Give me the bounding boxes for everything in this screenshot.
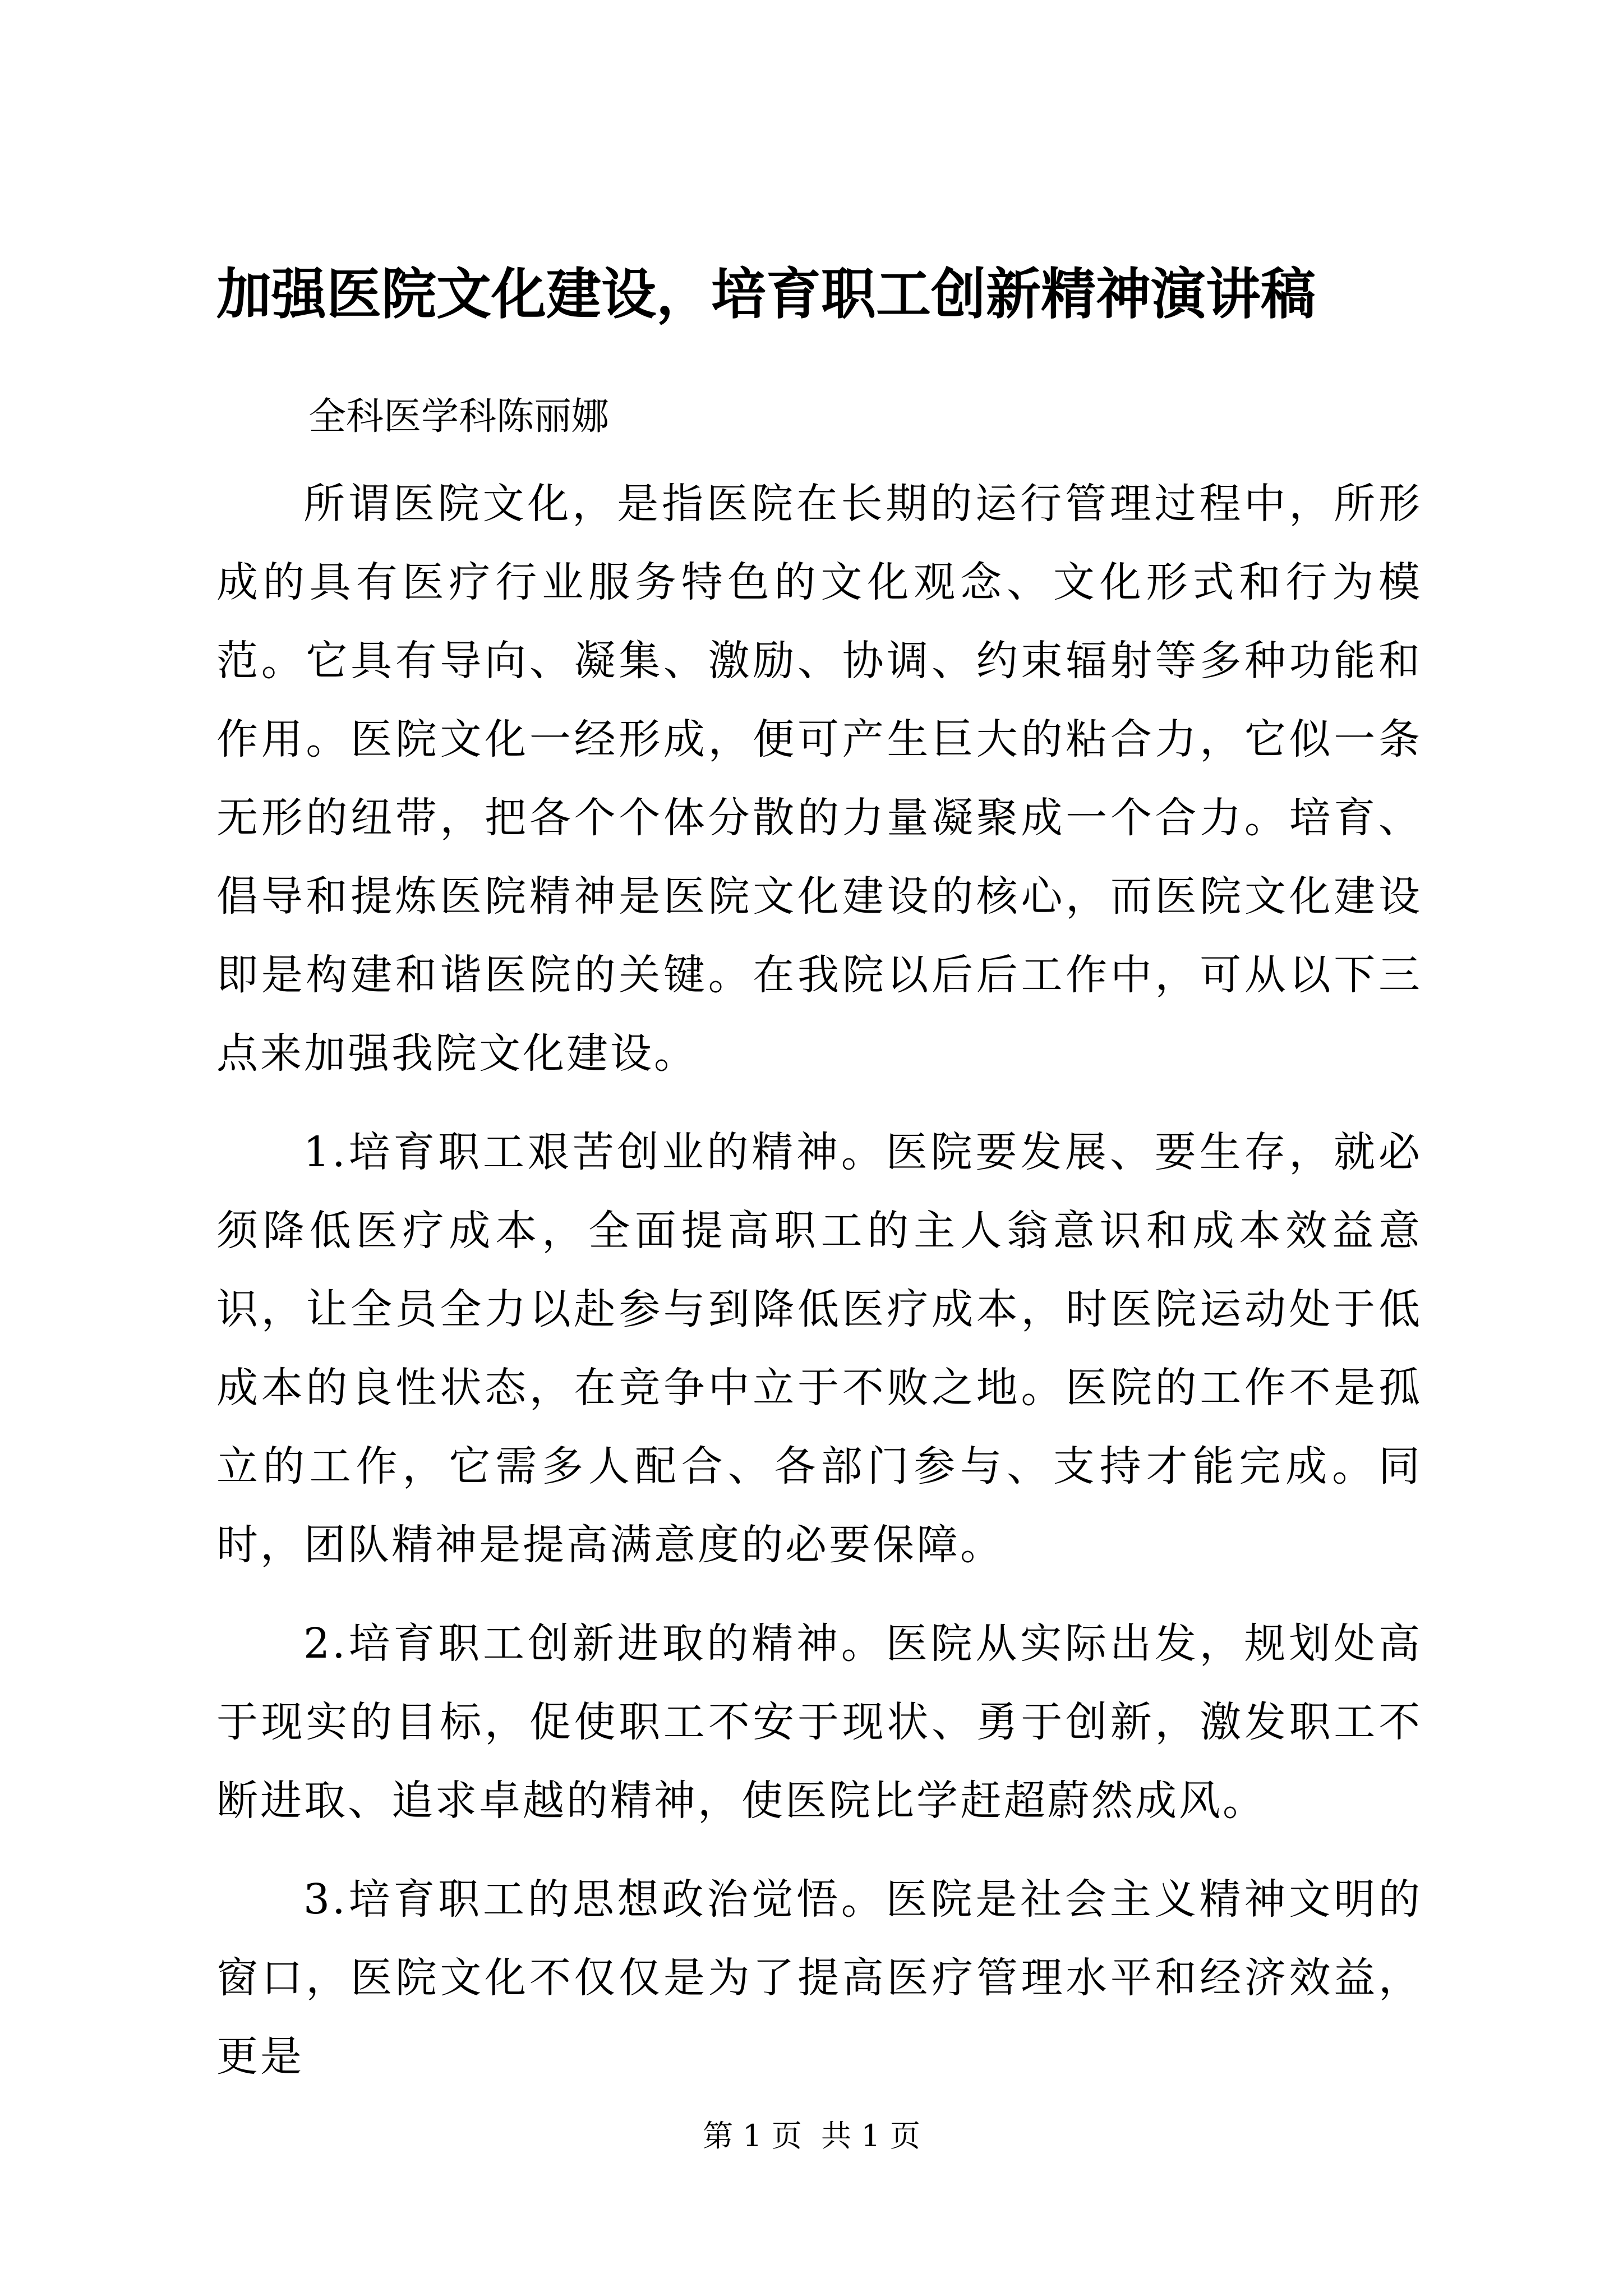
body-paragraph-point-3: 3.培育职工的思想政治觉悟。医院是社会主义精神文明的窗口，医院文化不仅仅是为了提高医疗管理水平和经济效益，更是 [216,1875,1422,2081]
author-line: 全科医学科陈丽娜 [308,394,609,438]
body-paragraph-point-2: 2.培育职工创新进取的精神。医院从实际出发，规划处高于现实的目标，促使职工不安于现状、勇于创新，激发职工不断进取、追求卓越的精神，使医院比学赶超蔚然成风。 [216,1619,1422,1825]
body-paragraph-point-1: 1.培育职工艰苦创业的精神。医院要发展、要生存，就必须降低医疗成本，全面提高职工的主人翁意识和成本效益意识，让全员全力以赴参与到降低医疗成本，时医院运动处于低成本的良性状态，在竞争中立于不败之地。医院的工作不是孤立的工作，它需多人配合、各部门参与、支持才能完成。同时，团队精神是提高满意度的必要保障。 [216,1128,1422,1569]
document-title: 加强医院文化建设，培育职工创新精神演讲稿 [216,262,1316,326]
page-footer: 第 1 页 共 1 页 [703,2118,920,2154]
document-body [216,464,1422,2116]
body-paragraph-intro: 所谓医院文化，是指医院在长期的运行管理过程中，所形成的具有医疗行业服务特色的文化观念、文化形式和行为模范。它具有导向、凝集、激励、协调、约束辐射等多种功能和作用。医院文化一经形成，便可产生巨大的粘合力，它似一条无形的纽带，把各个个体分散的力量凝聚成一个合力。培育、倡导和提炼医院精神是医院文化建设的核心，而医院文化建设即是构建和谐医院的关键。在我院以后后工作中，可从以下三点来加强我院文化建设。 [216,480,1422,1078]
